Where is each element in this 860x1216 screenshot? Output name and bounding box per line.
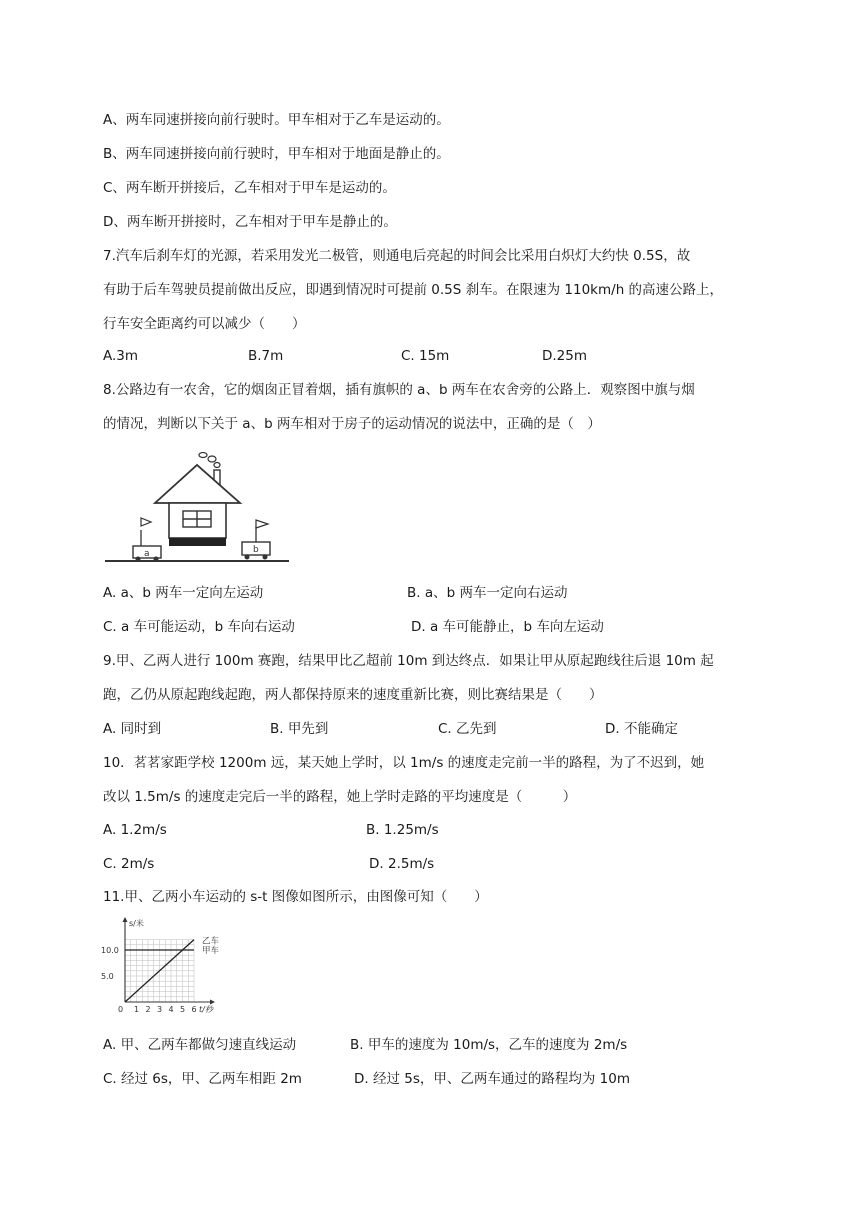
x-tick-label: 3	[157, 1005, 163, 1014]
x-tick-label: 1	[134, 1005, 140, 1014]
chimney-smoke	[199, 453, 220, 468]
q10-option-b: B. 1.25m/s	[366, 822, 439, 838]
y-axis-arrow	[123, 917, 128, 922]
q6-option-d: D、两车断开拼接时，乙车相对于甲车是静止的。	[103, 214, 397, 230]
q11-option-b: B. 甲车的速度为 10m/s，乙车的速度为 2m/s	[350, 1037, 628, 1053]
series-label-2: 甲车	[202, 946, 220, 956]
farmhouse-figure	[103, 448, 293, 570]
q11-stem-line-1: 11.甲、乙两小车运动的 s-t 图像如图所示，由图像可知（ ）	[103, 889, 488, 905]
q7-option-a: A.3m	[103, 348, 139, 364]
q8-stem-line-2: 的情况，判断以下关于 a、b 两车相对于房子的运动情况的说法中，正确的是（ ）	[103, 416, 601, 432]
car-b-label: b	[253, 545, 259, 555]
x-tick-label: 2	[145, 1005, 151, 1014]
y-tick-label: 10.0	[101, 946, 119, 955]
house-window	[183, 511, 211, 527]
house-foundation	[169, 538, 226, 546]
q9-option-b: B. 甲先到	[270, 721, 329, 737]
q7-option-c: C. 15m	[401, 348, 450, 364]
q7-stem-line-3: 行车安全距离约可以减少（ ）	[103, 316, 306, 332]
q8-option-c: C. a 车可能运动，b 车向右运动	[103, 619, 295, 635]
q10-option-c: C. 2m/s	[103, 856, 155, 872]
y-tick-label: 5.0	[101, 972, 114, 981]
q11-option-c: C. 经过 6s，甲、乙两车相距 2m	[103, 1071, 302, 1087]
q9-stem-line-2: 跑，乙仍从原起跑线起跑，两人都保持原来的速度重新比赛，则比赛结果是（ ）	[103, 687, 603, 703]
q7-stem-line-1: 7.汽车后刹车灯的光源，若采用发光二极管，则通电后亮起的时间会比采用白炽灯大约快 0.5S，故	[103, 248, 691, 264]
y-axis-label: s/米	[129, 919, 144, 928]
x-tick-label: 4	[168, 1005, 174, 1014]
q11-option-d: D. 经过 5s，甲、乙两车通过的路程均为 10m	[354, 1071, 631, 1087]
q10-stem-line-2: 改以 1.5m/s 的速度走完后一半的路程，她上学时走路的平均速度是（ ）	[103, 789, 577, 805]
st-graph	[100, 916, 230, 1020]
q6-option-c: C、两车断开拼接后，乙车相对于甲车是运动的。	[103, 180, 396, 196]
q8-option-b: B. a、b 两车一定向右运动	[407, 585, 568, 601]
q7-stem-line-2: 有助于后车驾驶员提前做出反应，即遇到情况时可提前 0.5S 刹车。在限速为 110km/h 的高速公路上，	[103, 282, 724, 298]
q7-option-d: D.25m	[542, 348, 588, 364]
q10-option-d: D. 2.5m/s	[369, 856, 435, 872]
q6-option-b: B、两车同速拼接向前行驶时，甲车相对于地面是静止的。	[103, 146, 450, 162]
x-axis-arrow	[210, 1000, 215, 1005]
q10-option-a: A. 1.2m/s	[103, 822, 167, 838]
x-tick-label: 5	[180, 1005, 186, 1014]
q9-stem-line-1: 9.甲、乙两人进行 100m 赛跑，结果甲比乙超前 10m 到达终点．如果让甲从原起跑线往后退 10m 起	[103, 653, 714, 669]
q9-option-a: A. 同时到	[103, 721, 162, 737]
house-roof	[155, 465, 240, 503]
origin-label: 0	[118, 1005, 124, 1014]
q11-option-a: A. 甲、乙两车都做匀速直线运动	[103, 1037, 297, 1053]
x-axis-label: t/秒	[199, 1005, 213, 1014]
x-tick-label: 6	[191, 1005, 197, 1014]
q8-stem-line-1: 8.公路边有一农舍，它的烟囱正冒着烟，插有旗帜的 a、b 两车在农舍旁的公路上．观察图中旗与烟	[103, 382, 695, 398]
q8-option-a: A. a、b 两车一定向左运动	[103, 585, 264, 601]
q7-option-b: B.7m	[248, 348, 284, 364]
q9-option-d: D. 不能确定	[605, 721, 678, 737]
q6-option-a: A、两车同速拼接向前行驶时。甲车相对于乙车是运动的。	[103, 112, 450, 128]
car-a-label: a	[144, 549, 150, 559]
series-label-1: 乙车	[202, 936, 220, 947]
q8-option-d: D. a 车可能静止，b 车向左运动	[411, 619, 604, 635]
q9-option-c: C. 乙先到	[438, 721, 497, 737]
q10-stem-line-1: 10．茗茗家距学校 1200m 远，某天她上学时，以 1m/s 的速度走完前一半的路程，为了不迟到，她	[103, 755, 705, 771]
